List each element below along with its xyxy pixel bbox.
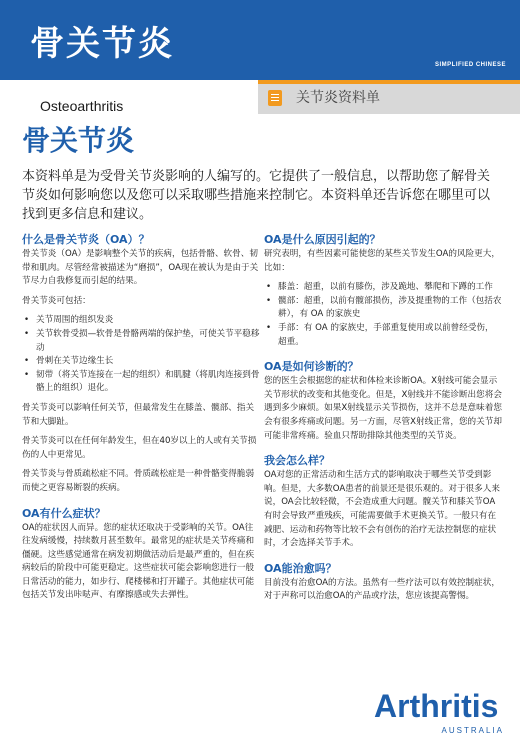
paragraph: OA对您的正常活动和生活方式的影响取决于哪些关节受到影响。但是，大多数OA患者的前景还是很乐观的。对于很多人来说，OA会比较轻微，不会造成重大问题。髋关节和膝关节OA有时会导致严重残疾，可能需要做手术更换关节。一般只有在减肥、运动和药物等比较不会有创伤的治疗无法控制您的症状时，才会选择关节手术。 <box>264 470 500 549</box>
section-title-symptoms: OA有什么症状？ <box>22 506 106 520</box>
paragraph: 您的医生会根据您的症状和体检来诊断OA。X射线可能会显示关节形状的改变和其他变化。但是，X射线并不能诊断出您将会遇到多少麻烦。如果X射线显示关节损伤，这并不总是意味着您会有很多疼痛或问题。另一方面，尽管X射线正常，您的关节却可能非常疼痛。验血只帮助排除其他类型的关节炎。 <box>264 376 502 441</box>
logo-country: AUSTRALIA <box>441 726 504 735</box>
list-item: • 骨刺在关节边缘生长 <box>22 355 260 369</box>
left-column <box>22 232 260 609</box>
paragraph: 骨关节炎（OA）是影响整个关节的疾病，包括骨骼、软骨、韧带和肌肉。尽管经常被描述为“磨损”，OA现在被认为是由于关节尽力自我修复而引起的结果。 <box>22 249 259 287</box>
list-item: • 关节软骨受损—软骨是骨骼两端的保护垫，可使关节平稳移动 <box>22 328 260 355</box>
paragraph: 研究表明，有些因素可能使您的某些关节发生OA的风险更大，比如： <box>264 249 500 273</box>
section-title-causes: OA是什么原因引起的？ <box>264 233 381 246</box>
section-title-what-is-oa: 什么是骨关节炎（OA）？ <box>22 233 150 246</box>
right-column <box>264 232 502 610</box>
orange-accent-strip <box>258 80 520 84</box>
section-title-outlook: 我会怎么样？ <box>264 454 330 468</box>
list-item: • 关节周围的组织发炎 <box>22 314 260 328</box>
paragraph: 骨关节炎可以在任何年龄发生，但在40岁以上的人或有关节损伤的人中更常见。 <box>22 436 257 460</box>
intro-paragraph: 本资料单是为受骨关节炎影响的人编写的。它提供了一般信息，以帮助您了解骨关节炎如何影响您以及您可以采取哪些措施来控制它。本资料单还告诉您在哪里可以找到更多信息和建议。 <box>22 169 491 222</box>
sheet-label: 关节炎资料单 <box>296 90 380 106</box>
list-item: • 髋部：超重，以前有髋部损伤，涉及提重物的工作（包括农耕），有 OA 的家族史 <box>264 295 502 322</box>
paragraph: 骨关节炎可包括： <box>22 295 91 306</box>
main-title: 骨关节炎 <box>22 124 135 157</box>
list-item: • 手部：有 OA 的家族史，手部重复使用或以前曾经受伤，超重。 <box>264 322 502 349</box>
arthritis-australia-logo <box>374 688 510 738</box>
bullet-list <box>264 281 502 349</box>
logo-name: Arthritis <box>374 688 499 724</box>
paragraph: 目前没有治愈OA的方法。虽然有一些疗法可以有效控制症状，对于声称可以治愈OA的产品或疗法，您应该提高警惕。 <box>264 577 500 602</box>
header-banner <box>0 0 520 80</box>
english-title: Osteoarthritis <box>40 98 124 114</box>
banner-title: 骨关节炎 <box>30 24 174 64</box>
document-icon <box>268 90 282 106</box>
language-label: SIMPLIFIED CHINESE <box>434 62 506 68</box>
paragraph: OA的症状因人而异。您的症状还取决于受影响的关节。OA往往发病缓慢，持续数月甚至数年。最常见的症状是关节疼痛和僵硬。这些感觉通常在病发初期做活动后是最严重的，但在疾病较后的阶段中可能更稳定。这些症状可能会影响您进行一般日常活动的能力，如步行、爬楼梯和打开罐子。其他症状可能包括关节发出咔哒声、有摩擦感或失去弹性。 <box>22 522 255 601</box>
bullet-list <box>22 314 260 396</box>
list-item: • 韧带（将关节连接在一起的组织）和肌腱（将肌肉连接到骨骼上的组织）退化。 <box>22 369 260 396</box>
paragraph: 骨关节炎可以影响任何关节，但最常发生在膝盖、髋部、指关节和大脚趾。 <box>22 402 255 427</box>
paragraph: 骨关节炎与骨质疏松症不同。骨质疏松症是一种骨骼变得脆弱而使之更容易断裂的疾病。 <box>22 469 255 493</box>
list-item: • 膝盖：超重，以前有膝伤，涉及跪地、攀爬和下蹲的工作 <box>264 281 502 295</box>
section-title-cure: OA能治愈吗？ <box>264 561 337 575</box>
section-title-diagnosis: OA是如何诊断的？ <box>264 360 359 374</box>
